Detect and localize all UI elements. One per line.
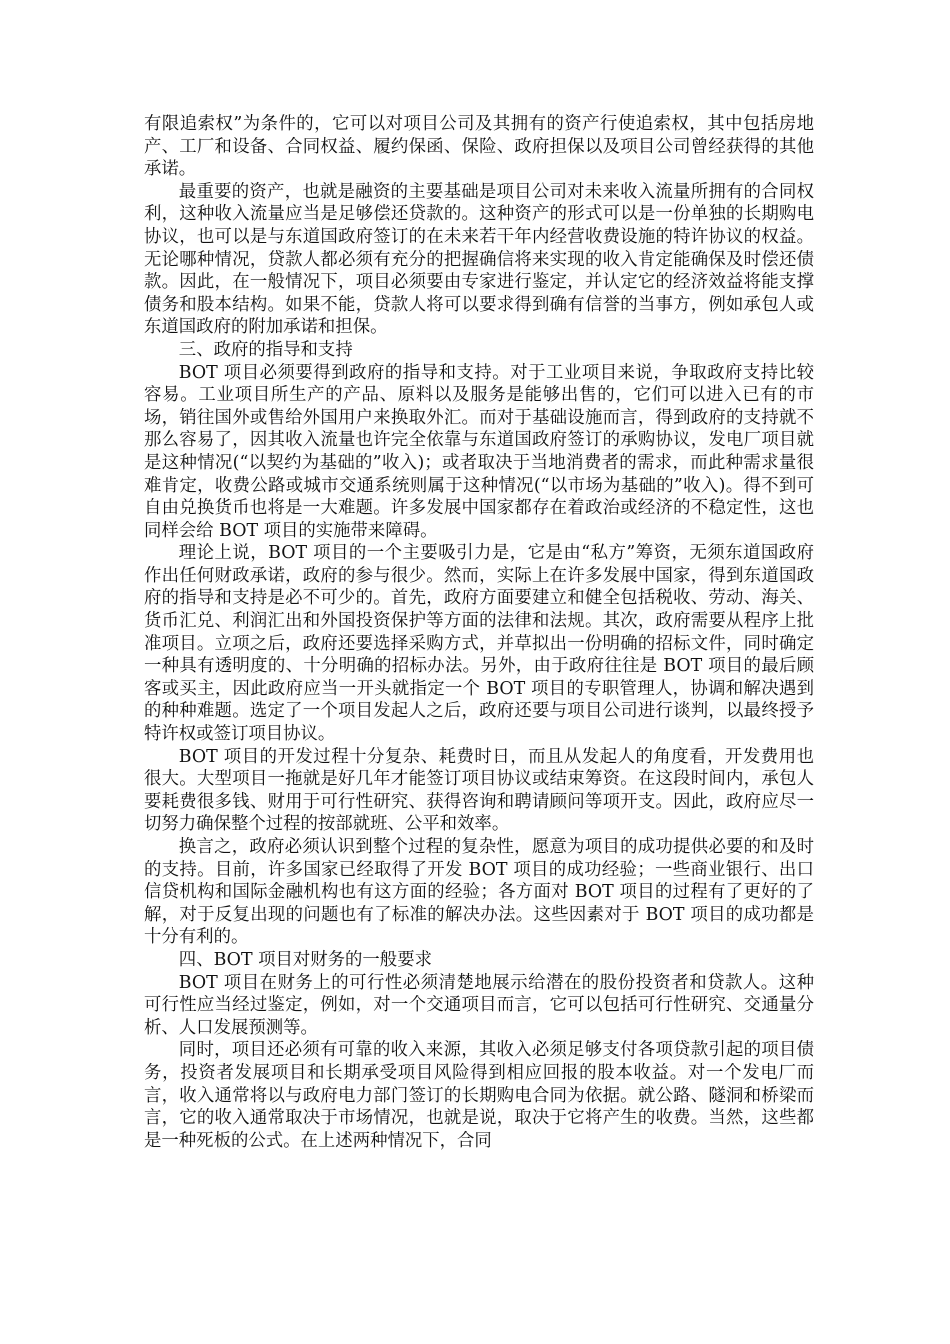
- document-page: [144, 113, 814, 1152]
- paragraph-financial-feasibility: BOT 项目在财务上的可行性必须清楚地展示给潜在的股份投资者和贷款人。这种可行性应当经过鉴定，例如，对一个交通项目而言，它可以包括可行性研究、交通量分析、人口发展预测等。: [144, 972, 814, 1038]
- paragraph-government-support: BOT 项目必须要得到政府的指导和支持。对于工业项目来说，争取政府支持比较容易。工业项目所生产的产品、原料以及服务是能够出售的，它们可以进入已有的市场，销往国外或售给外国用户来换取外汇。而对于基础设施而言，得到政府的支持就不那么容易了，因其收入流量也许完全依靠与东道国政府签订的承购协议，发电厂项目就是这种情况(“以契约为基础的”收入)；或者取决于当地消费者的需求，而此种需求量很难肯定，收费公路或城市交通系统则属于这种情况(“以市场为基础的”收入)。得不到可自由兑换货币也将是一大难题。许多发展中国家都存在着政治或经济的不稳定性，这也同样会给 BOT 项目的实施带来障碍。: [144, 362, 814, 541]
- paragraph-in-other-words: 换言之，政府必须认识到整个过程的复杂性，愿意为项目的成功提供必要的和及时的支持。目前，许多国家已经取得了开发 BOT 项目的成功经验；一些商业银行、出口信贷机构和国际金融机构也有这方面的经验；各方面对 BOT 项目的过程有了更好的了解，对于反复出现的问题也有了标准的解决办法。这些因素对于 BOT 项目的成功都是十分有利的。: [144, 837, 814, 948]
- paragraph-revenue-source: 同时，项目还必须有可靠的收入来源，其收入必须足够支付各项贷款引起的项目债务，投资者发展项目和长期承受项目风险得到相应回报的股本收益。对一个发电厂而言，收入通常将以与政府电力部门签订的长期购电合同为依据。就公路、隧洞和桥梁而言，它的收入通常取决于市场情况，也就是说，取决于它将产生的收费。当然，这些都是一种死板的公式。在上述两种情况下，合同: [144, 1040, 814, 1151]
- section-heading-3: 三、政府的指导和支持: [178, 339, 353, 360]
- paragraph-assets: 最重要的资产，也就是融资的主要基础是项目公司对未来收入流量所拥有的合同权利，这种收入流量应当是足够偿还贷款的。这种资产的形式可以是一份单独的长期购电协议，也可以是与东道国政府签订的在未来若干年内经营收费设施的特许协议的权益。无论哪种情况，贷款人都必须有充分的把握确信将来实现的收入肯定能确保及时偿还债款。因此，在一般情况下，项目必须要由专家进行鉴定，并认定它的经济效益将能支撑债务和股本结构。如果不能，贷款人将可以要求得到确有信誉的当事方，例如承包人或东道国政府的附加承诺和担保。: [144, 181, 814, 338]
- section-heading-4: 四、BOT 项目对财务的一般要求: [178, 949, 432, 970]
- paragraph-development-process: BOT 项目的开发过程十分复杂、耗费时日，而且从发起人的角度看，开发费用也很大。大型项目一拖就是好几年才能签订项目协议或结束筹资。在这段时间内，承包人要耗费很多钱、财用于可行性研究、获得咨询和聘请顾问等项开支。因此，政府应尽一切努力确保整个过程的按部就班、公平和效率。: [144, 746, 814, 835]
- paragraph-continued: 有限追索权”为条件的，它可以对项目公司及其拥有的资产行使追索权，其中包括房地产、工厂和设备、合同权益、履约保函、保险、政府担保以及项目公司曾经获得的其他承诺。: [144, 114, 814, 180]
- paragraph-theory: 理论上说，BOT 项目的一个主要吸引力是，它是由“私方”筹资，无须东道国政府作出任何财政承诺，政府的参与很少。然而，实际上在许多发展中国家，得到东道国政府的指导和支持是必不可少的。首先，政府方面要建立和健全包括税收、劳动、海关、货币汇兑、利润汇出和外国投资保护等方面的法律和法规。其次，政府需要从程序上批准项目。立项之后，政府还要选择采购方式，并草拟出一份明确的招标文件，同时确定一种具有透明度的、十分明确的招标办法。另外，由于政府往往是 BOT 项目的最后顾客或买主，因此政府应当一开头就指定一个 BOT 项目的专职管理人，协调和解决遇到的种种难题。选定了一个项目发起人之后，政府还要与项目公司进行谈判，以最终授予特许权或签订项目协议。: [144, 543, 814, 745]
